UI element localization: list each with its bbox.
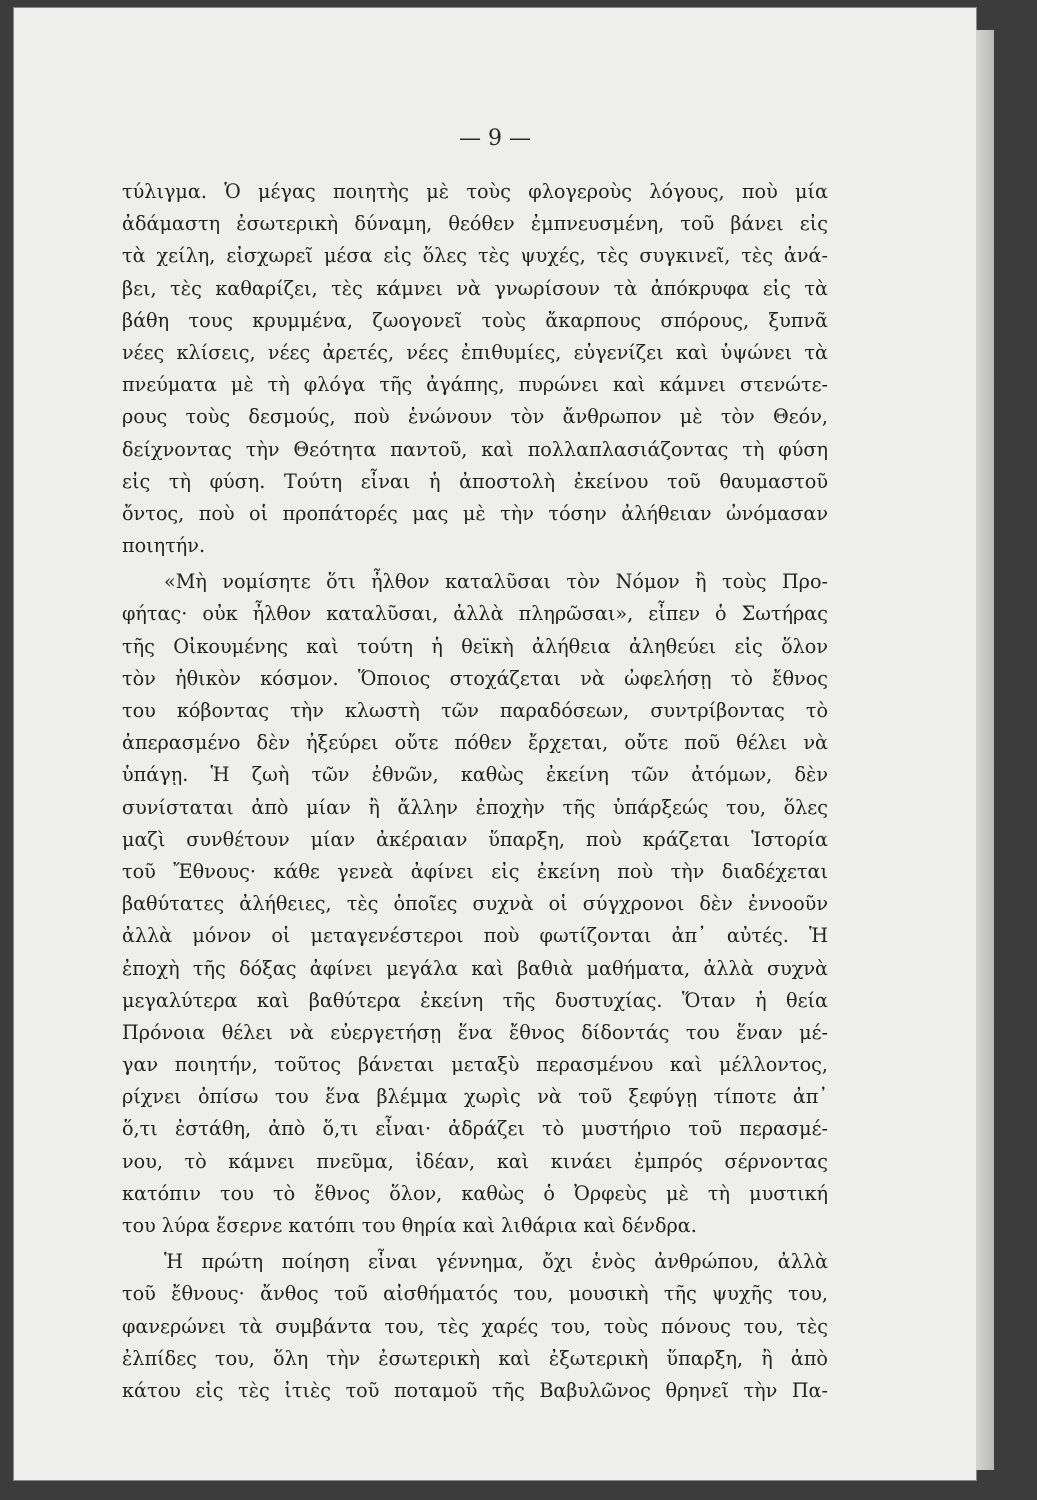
text-line: βει, τὲς καθαρίζει, τὲς κάμνει νὰ γνωρίσουν τὰ ἀπόκρυφα εἰς τὰ [122, 276, 828, 300]
text-line: νου, τὸ κάμνει πνεῦμα, ἰδέαν, καὶ κινάει ἐμπρός σέρνοντας [122, 1149, 828, 1173]
text-line: ἀλλὰ μόνον οἱ μεταγενέστεροι ποὺ φωτίζονται ἀπ᾽ αὐτές. Ἡ [122, 924, 828, 948]
text-line: ρίχνει ὀπίσω του ἕνα βλέμμα χωρὶς νὰ τοῦ ξεφύγῃ τίποτε ἀπ᾽ [122, 1085, 828, 1109]
text-line: νέες κλίσεις, νέες ἀρετές, νέες ἐπιθυμίες, εὐγενίζει καὶ ὑψώνει τὰ [122, 340, 828, 364]
text-line: ὄντος, ποὺ οἱ προπάτορές μας μὲ τὴν τόσην ἀλήθειαν ὠνόμασαν [122, 501, 828, 525]
text-line: γαν ποιητήν, τοῦτος βάνεται μεταξὺ περασμένου καὶ μέλλοντος, [122, 1053, 828, 1077]
text-line: του λύρα ἔσερνε κατόπι του θηρία καὶ λιθάρια καὶ δένδρα. [122, 1214, 697, 1237]
paragraph [122, 566, 828, 1242]
text-line: φανερώνει τὰ συμβάντα του, τὲς χαρές του, τοὺς πόνους του, τὲς [122, 1314, 828, 1338]
text-line: τῆς Οἰκουμένης καὶ τούτη ἡ θεϊκὴ ἀλήθεια ἀληθεύει εἰς ὅλον [122, 634, 828, 658]
text-line: πνεύματα μὲ τὴ φλόγα τῆς ἀγάπης, πυρώνει καὶ κάμνει στενώτε- [122, 373, 828, 397]
text-line: δείχνοντας τὴν Θεότητα παντοῦ, καὶ πολλαπλασιάζοντας τὴ φύση [122, 437, 828, 461]
text-line: συνίσταται ἀπὸ μίαν ἢ ἄλλην ἐποχὴν τῆς ὑπάρξεώς του, ὅλες [122, 795, 828, 819]
text-line: «Μὴ νομίσητε ὅτι ἦλθον καταλῦσαι τὸν Νόμον ἢ τοὺς Προ- [164, 570, 828, 594]
text-line: μεγαλύτερα καὶ βαθύτερα ἐκείνη τῆς δυστυχίας. Ὅταν ἡ θεία [122, 988, 828, 1012]
text-line: βάθη τους κρυμμένα, ζωογονεῖ τοὺς ἄκαρπους σπόρους, ξυπνᾶ [122, 308, 828, 332]
text-line: εἰς τὴ φύση. Τούτη εἶναι ἡ ἀποστολὴ ἐκείνου τοῦ θαυμαστοῦ [122, 469, 828, 493]
text-line: ποιητήν. [122, 534, 206, 558]
text-line: τοῦ Ἔθνους· κάθε γενεὰ ἀφίνει εἰς ἐκείνη ποὺ τὴν διαδέχεται [122, 859, 828, 883]
paper-sheet [14, 8, 976, 1480]
text-line: ἀπερασμένο δὲν ἠξεύρει οὔτε πόθεν ἔρχεται, οὔτε ποῦ θέλει νὰ [122, 731, 828, 755]
text-line: τοῦ ἔθνους· ἄνθος τοῦ αἰσθήματός του, μουσικὴ τῆς ψυχῆς του, [122, 1282, 828, 1306]
paper-edge-shadow [976, 30, 994, 1470]
text-line: ἐλπίδες του, ὅλη τὴν ἐσωτερικὴ καὶ ἐξωτερικὴ ὕπαρξη, ἢ ἀπὸ [122, 1346, 828, 1370]
text-line: ρους τοὺς δεσμούς, ποὺ ἑνώνουν τὸν ἄνθρωπον μὲ τὸν Θεόν, [122, 405, 828, 429]
body-text [122, 176, 828, 1407]
text-line: τὸν ἠθικὸν κόσμον. Ὅποιος στοχάζεται νὰ ὠφελήσῃ τὸ ἔθνος [122, 666, 828, 690]
text-line: ἀδάμαστη ἐσωτερικὴ δύναμη, θεόθεν ἐμπνευσμένη, τοῦ βάνει εἰς [122, 212, 828, 236]
text-line: βαθύτατες ἀλήθειες, τὲς ὁποῖες συχνὰ οἱ σύγχρονοι δὲν ἐννοοῦν [122, 892, 828, 916]
text-line: Πρόνοια θέλει νὰ εὐεργετήσῃ ἕνα ἔθνος δίδοντάς του ἕναν μέ- [122, 1020, 828, 1044]
text-line: κάτου εἰς τὲς ἰτιὲς τοῦ ποταμοῦ τῆς Βαβυλῶνος θρηνεῖ τὴν Πα- [122, 1378, 828, 1402]
text-line: τὰ χείλη, εἰσχωρεῖ μέσα εἰς ὅλες τὲς ψυχές, τὲς συγκινεῖ, τὲς ἀνά- [122, 244, 828, 268]
text-line: φήτας· οὐκ ἦλθον καταλῦσαι, ἀλλὰ πληρῶσαι», εἶπεν ὁ Σωτήρας [122, 602, 828, 626]
text-line: Ἡ πρώτη ποίηση εἶναι γέννημα, ὄχι ἑνὸς ἀνθρώπου, ἀλλὰ [164, 1250, 828, 1274]
text-line: ἐποχὴ τῆς δόξας ἀφίνει μεγάλα καὶ βαθιὰ μαθήματα, ἀλλὰ συχνὰ [122, 956, 828, 980]
text-line: μαζὶ συνθέτουν μίαν ἀκέραιαν ὕπαρξη, ποὺ κράζεται Ἱστορία [122, 827, 828, 851]
text-line: του κόβοντας τὴν κλωστὴ τῶν παραδόσεων, συντρίβοντας τὸ [122, 699, 828, 722]
page-number: — 9 — [459, 126, 531, 151]
text-line: κατόπιν του τὸ ἔθνος ὅλον, καθὼς ὁ Ὀρφεὺς μὲ τὴ μυστική [122, 1181, 828, 1205]
text-line: τύλιγμα. Ὁ μέγας ποιητὴς μὲ τοὺς φλογεροὺς λόγους, ποὺ μία [122, 180, 828, 203]
paragraph [122, 1246, 828, 1407]
paragraph [122, 176, 828, 562]
text-line: ὅ,τι ἐστάθη, ἀπὸ ὅ,τι εἶναι· ἀδράζει τὸ μυστήριο τοῦ περασμέ- [122, 1117, 828, 1141]
text-line: ὑπάγῃ. Ἡ ζωὴ τῶν ἐθνῶν, καθὼς ἐκείνη τῶν ἀτόμων, δὲν [122, 763, 828, 787]
